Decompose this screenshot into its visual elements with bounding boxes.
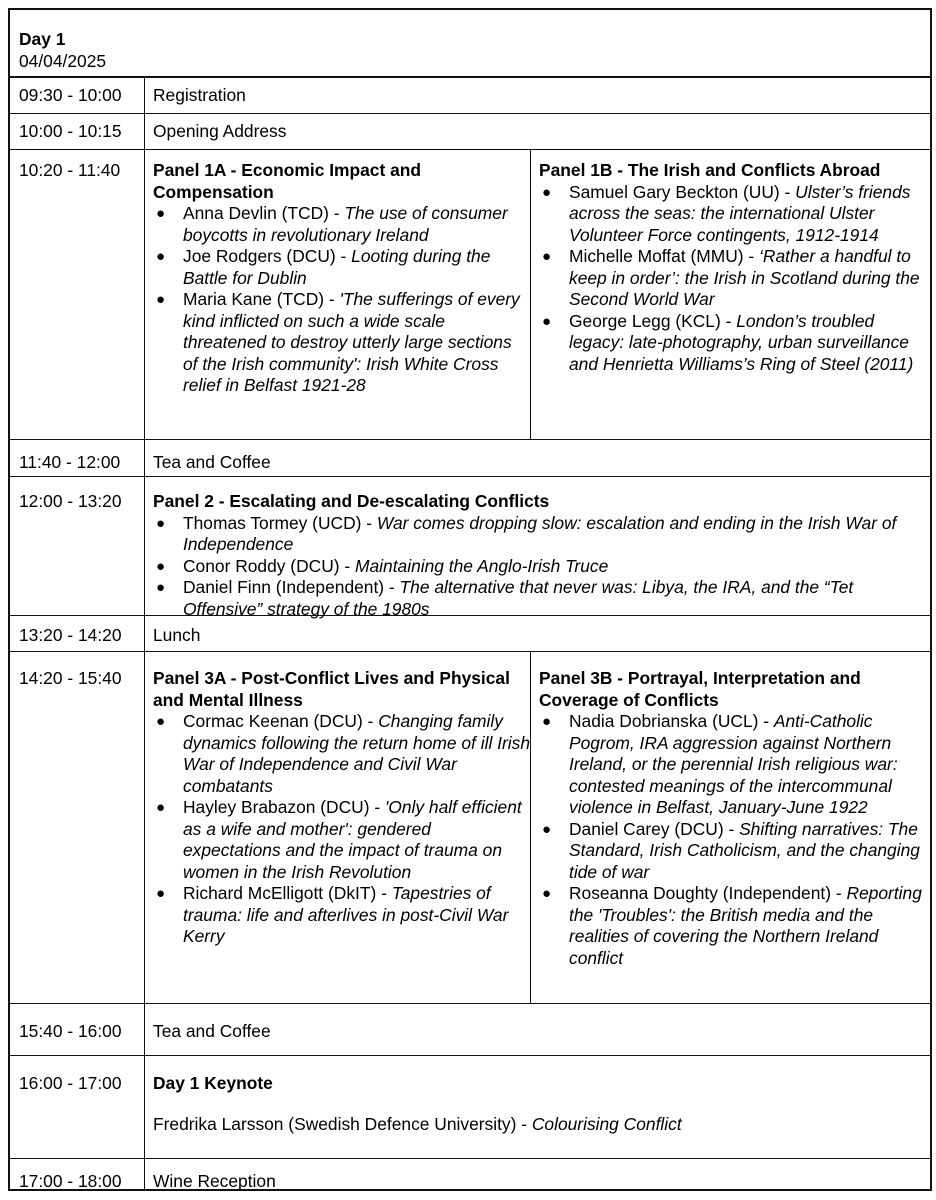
time-cell: 10:20 - 11:40: [10, 150, 145, 439]
speaker: Anna Devlin (TCD) -: [183, 203, 345, 223]
time-cell: 11:40 - 12:00: [10, 440, 145, 476]
time-cell: 15:40 - 16:00: [10, 1004, 145, 1055]
speaker: Maria Kane (TCD) -: [183, 289, 340, 309]
schedule-row-registration: [10, 78, 930, 114]
schedule-row-opening: [10, 114, 930, 150]
session-label: Tea and Coffee: [153, 1021, 271, 1041]
list-item: [153, 289, 530, 397]
speaker: Michelle Moffat (MMU) -: [569, 246, 760, 266]
panel-2: [145, 477, 930, 619]
list-item: [539, 711, 930, 819]
speaker: Cormac Keenan (DCU) -: [183, 711, 379, 731]
keynote-talk: [153, 1114, 930, 1136]
talk-title: Changing family dynamics following the return home of ill Irish War of Independence and Civil War combatants: [183, 711, 530, 796]
talk-title: Looting during the Battle for Dublin: [183, 246, 491, 288]
talk-title: Reporting the 'Troubles': the British media and the realities of covering the Northern Ireland conflict: [569, 883, 922, 968]
list-item: [153, 883, 530, 948]
talk-list: [153, 513, 930, 621]
schedule-row-session-3: [10, 652, 930, 1004]
list-item: [153, 513, 930, 556]
talk-title: Shifting narratives: The Standard, Irish Catholicism, and the changing tide of war: [569, 818, 920, 882]
speaker: Daniel Finn (Independent) -: [183, 577, 400, 597]
talk-list: [153, 711, 530, 948]
talk-title: Tapestries of trauma: life and afterlives in post-Civil War Kerry: [183, 883, 509, 946]
talk-title: The use of consumer boycotts in revolutionary Ireland: [183, 203, 508, 245]
talk-title: 'The sufferings of every kind inflicted on such a wide scale threatened to destroy utterly large sections of the Irish community': Irish White Cross relief in Belfast 1921-28: [183, 289, 520, 395]
day-header: [10, 10, 930, 78]
session-label: Tea and Coffee: [153, 452, 271, 472]
time-cell: 14:20 - 15:40: [10, 652, 145, 1003]
talk-title: War comes dropping slow: escalation and ending in the Irish War of Independence: [183, 512, 897, 554]
talk-title: Ulster’s friends across the seas: the international Ulster Volunteer Force contingents, 1912-1914: [569, 181, 911, 245]
session-label: Registration: [153, 85, 246, 105]
time-cell: 17:00 - 18:00: [10, 1159, 145, 1189]
time-cell: 12:00 - 13:20: [10, 477, 145, 615]
speaker: Richard McElligott (DkIT) -: [183, 883, 392, 903]
panel-title: Panel 3B - Portrayal, Interpretation and Coverage of Conflicts: [539, 668, 861, 710]
talk-title: The alternative that never was: Libya, the IRA, and the “Tet Offensive” strategy of the 1980s: [183, 577, 854, 619]
schedule-table: [8, 8, 932, 1191]
schedule-row-lunch: [10, 616, 930, 652]
talk-list: [153, 203, 530, 397]
session-label: Opening Address: [153, 121, 287, 141]
time-cell: 10:00 - 10:15: [10, 114, 145, 149]
talk-title: ‘Rather a handful to keep in order’: the Irish in Scotland during the Second World War: [569, 246, 920, 309]
speaker: George Legg (KCL) -: [569, 310, 737, 331]
panel-3a: [145, 652, 531, 1003]
panel-1b: [531, 150, 930, 439]
panel-title: Panel 3A - Post-Conflict Lives and Physical and Mental Illness: [153, 668, 510, 710]
talk-title: Colourising Conflict: [531, 1113, 682, 1134]
keynote-cell: [145, 1056, 930, 1158]
day-date: 04/04/2025: [19, 50, 107, 71]
talk-list: [539, 182, 930, 376]
schedule-row-tea-1: [10, 440, 930, 477]
talk-title: London’s troubled legacy: late-photography, urban surveillance and Henrietta Williams’s Ring of Steel (2011): [569, 310, 914, 374]
speaker: Joe Rodgers (DCU) -: [183, 246, 352, 266]
speaker: Nadia Dobrianska (UCL) -: [569, 711, 774, 731]
time-cell: 09:30 - 10:00: [10, 78, 145, 113]
time-cell: 13:20 - 14:20: [10, 616, 145, 651]
list-item: [539, 883, 930, 969]
schedule-row-wine: [10, 1159, 930, 1189]
schedule-row-session-1: [10, 150, 930, 440]
schedule-row-keynote: [10, 1056, 930, 1159]
list-item: [153, 556, 930, 578]
time-cell: 16:00 - 17:00: [10, 1056, 145, 1158]
list-item: [153, 577, 930, 620]
list-item: [153, 797, 530, 883]
speaker: Thomas Tormey (UCD) -: [183, 512, 377, 533]
talk-title: 'Only half efficient as a wife and mother': gendered expectations and the impact of trauma on women in the Irish Revolution: [183, 797, 522, 882]
list-item: [153, 203, 530, 246]
panel-title: Panel 1A - Economic Impact and Compensation: [153, 160, 422, 202]
session-label: Wine Reception: [153, 1171, 276, 1191]
schedule-row-tea-2: [10, 1004, 930, 1056]
panel-title: Panel 2 - Escalating and De-escalating Conflicts: [153, 491, 550, 511]
list-item: [153, 246, 530, 289]
speaker: Fredrika Larsson (Swedish Defence University) -: [153, 1113, 532, 1134]
talk-title: Maintaining the Anglo-Irish Truce: [355, 555, 609, 576]
list-item: [539, 246, 930, 311]
speaker: Conor Roddy (DCU) -: [183, 555, 356, 576]
speaker: Samuel Gary Beckton (UU) -: [569, 181, 796, 202]
list-item: [539, 311, 930, 376]
session-label: Lunch: [153, 625, 201, 645]
panel-1a: [145, 150, 531, 439]
speaker: Roseanna Doughty (Independent) -: [569, 883, 847, 903]
keynote-title: Day 1 Keynote: [153, 1073, 273, 1093]
panel-3b: [531, 652, 930, 1003]
list-item: [539, 182, 930, 247]
schedule-row-session-2: [10, 477, 930, 619]
talk-list: [539, 711, 930, 969]
speaker: Daniel Carey (DCU) -: [569, 818, 740, 839]
speaker: Hayley Brabazon (DCU) -: [183, 797, 385, 817]
talk-title: Anti-Catholic Pogrom, IRA aggression against Northern Ireland, or the perennial Irish religious war: contested meanings of the intercommunal violence in Belfast, January-June 1922: [569, 711, 898, 817]
day-label: Day 1: [19, 29, 66, 49]
list-item: [153, 711, 530, 797]
list-item: [539, 819, 930, 884]
panel-title: Panel 1B - The Irish and Conflicts Abroad: [539, 160, 881, 180]
